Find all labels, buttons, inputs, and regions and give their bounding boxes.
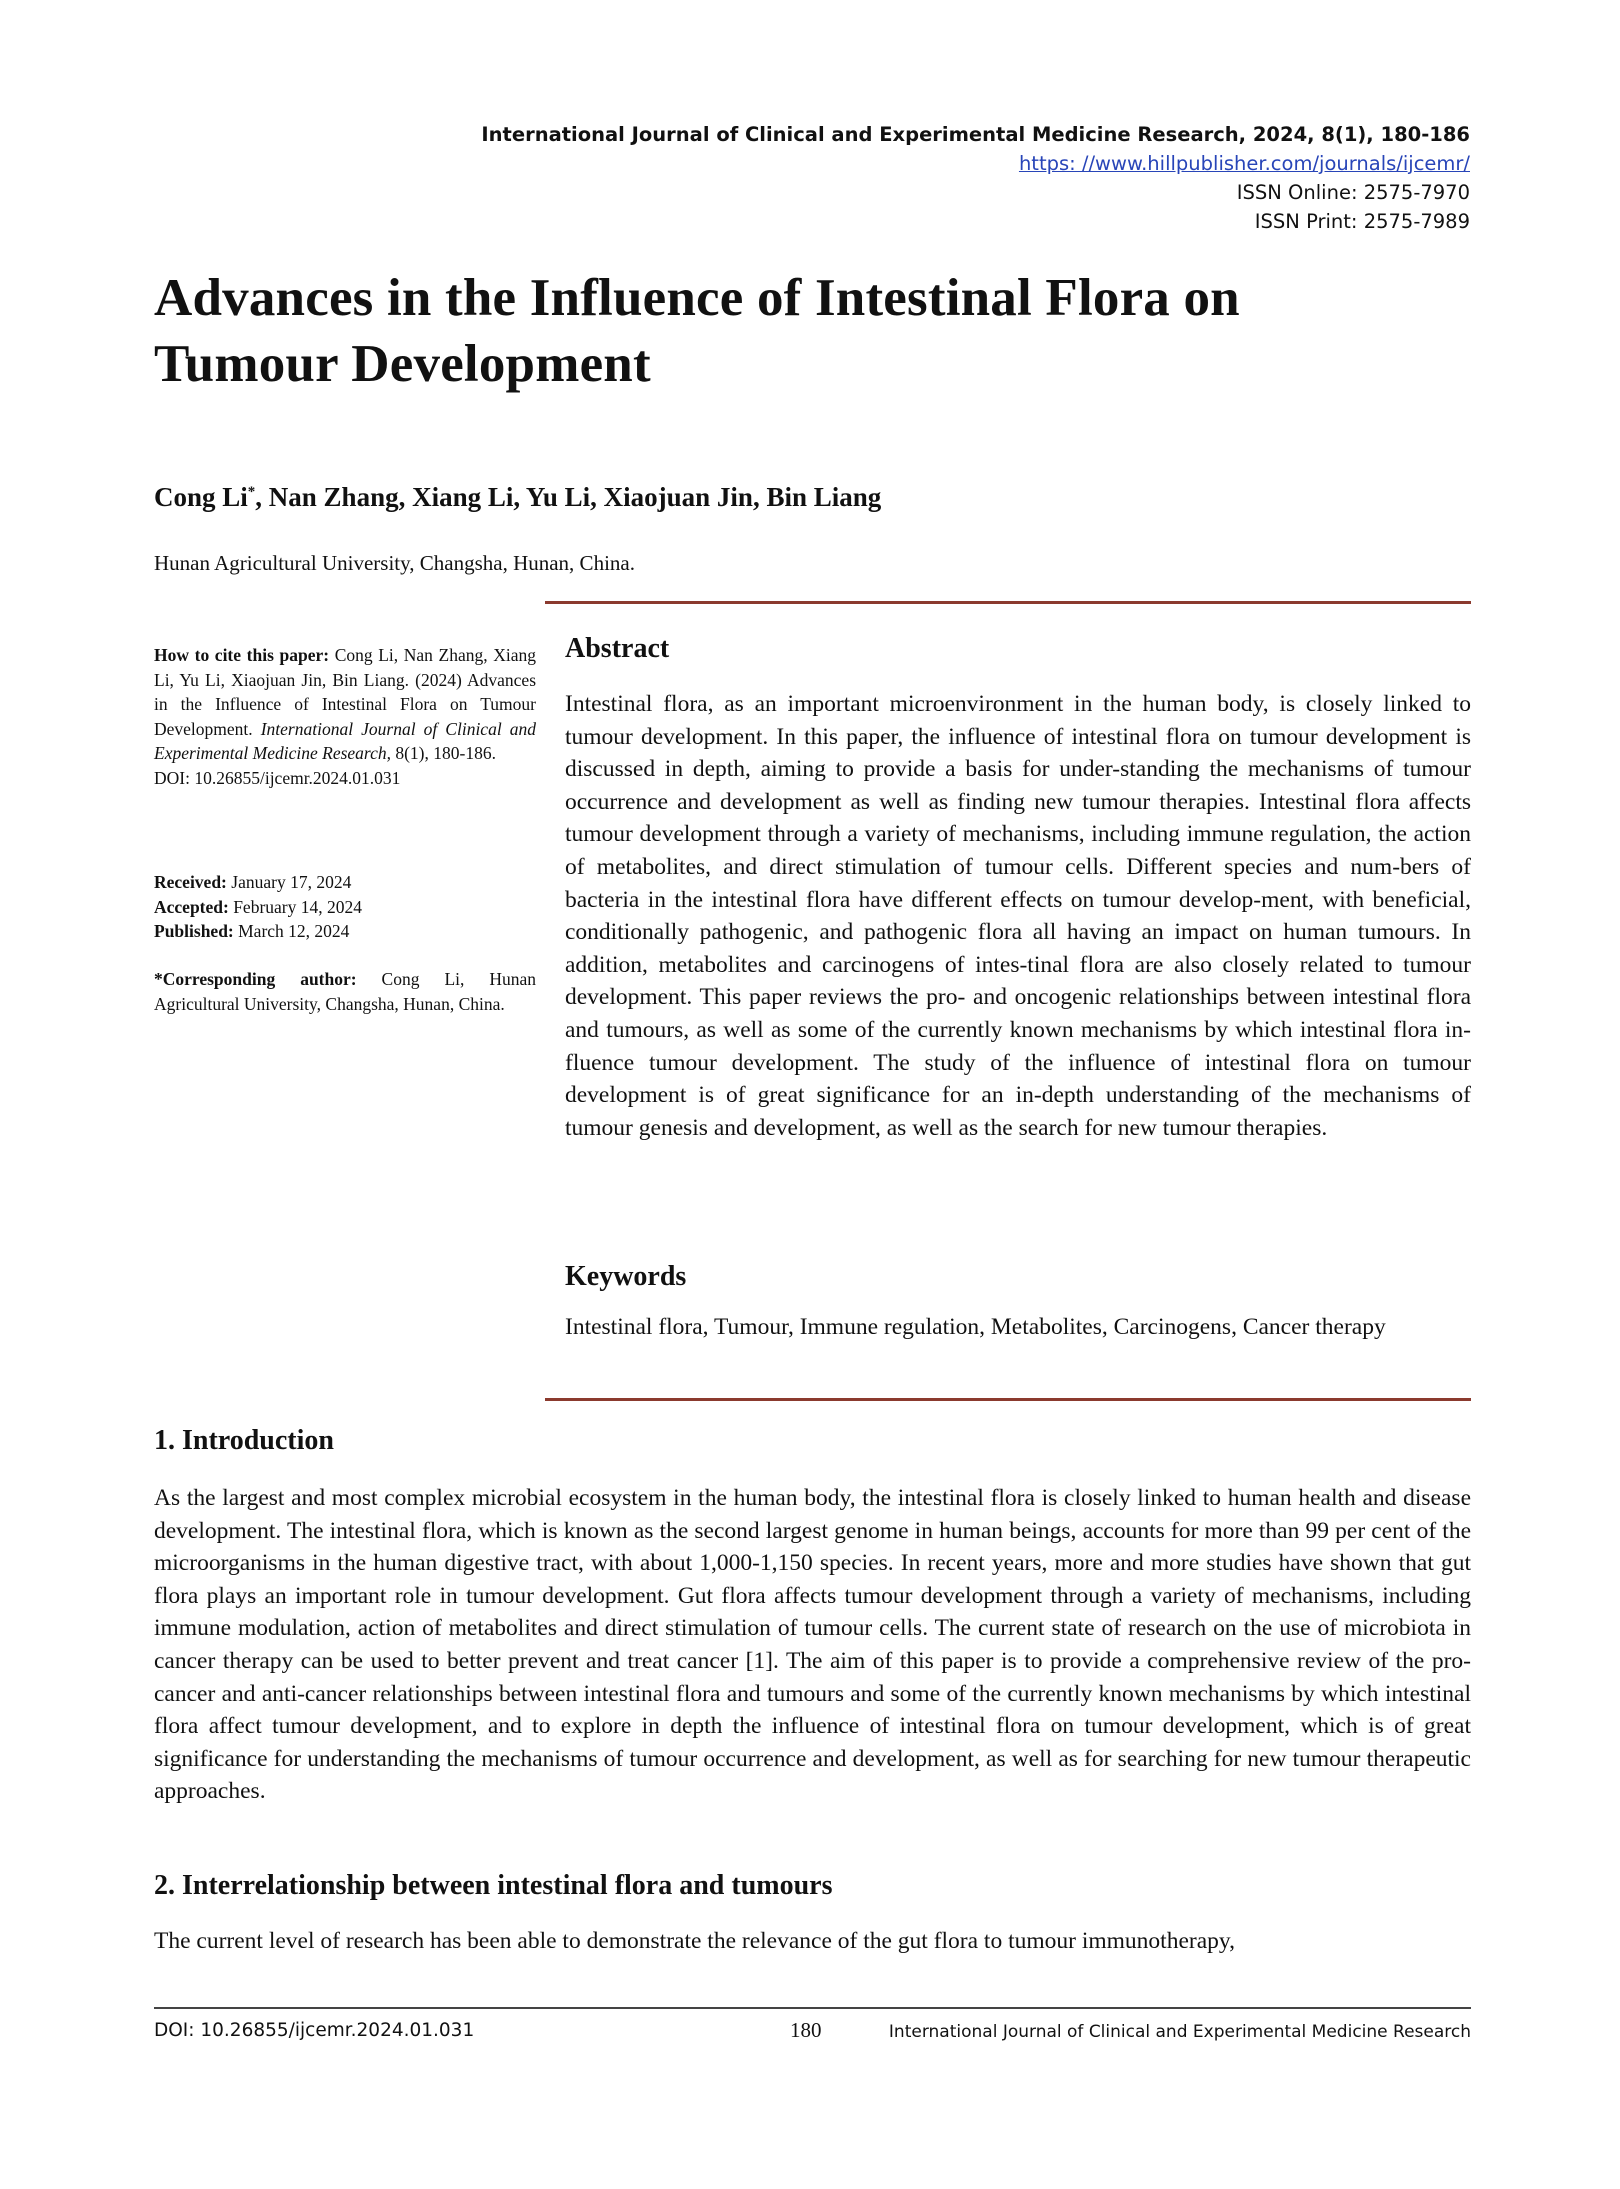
published-line (154, 919, 536, 944)
section-2-text: The current level of research has been able to demonstrate the relevance of the gut flora to tumour immunotherapy, (154, 1928, 1235, 1954)
title-line-1: Advances in the Influence of Intestinal Flora on (154, 269, 1240, 327)
received-date: January 17, 2024 (226, 872, 352, 892)
accepted-date: February 14, 2024 (228, 896, 363, 917)
first-author: Cong Li (154, 482, 248, 512)
published-date: March 12, 2024 (233, 921, 350, 941)
received-line (154, 870, 536, 895)
section-2-heading: 2. Interrelationship between intestinal flora and tumours (154, 1870, 833, 1901)
cite-journal: International Journal of Clinical and Experimental Medicine Research, (154, 718, 536, 763)
cite-text: Cong Li, Nan Zhang, Xiang Li, Yu Li, Xiaojuan Jin, Bin Liang. (2024) Advances in the Influence of Intestinal Flora on Tumour Development. (154, 645, 536, 739)
footer-journal-name: International Journal of Clinical and Experimental Medicine Research (888, 2022, 1471, 2042)
dates-block (154, 870, 536, 944)
abstract-heading: Abstract (565, 633, 670, 664)
footer-rule (154, 2007, 1471, 2009)
section-1-heading: 1. Introduction (154, 1425, 334, 1456)
keywords-text: Intestinal flora, Tumour, Immune regulation, Metabolites, Carcinogens, Cancer therapy (565, 1314, 1386, 1340)
issn-online: ISSN Online: 2575-7970 (1236, 181, 1470, 204)
journal-header (481, 120, 1470, 236)
corresponding-author-block (154, 967, 536, 1016)
affiliation: Hunan Agricultural University, Changsha, Hunan, China. (154, 551, 635, 575)
keywords-heading: Keywords (565, 1261, 687, 1292)
corresponding-label: *Corresponding author: (154, 969, 357, 989)
published-label: Published: (154, 921, 234, 941)
other-authors: , Nan Zhang, Xiang Li, Yu Li, Xiaojuan Jin, Bin Liang (255, 482, 882, 512)
journal-url-link[interactable]: https: //www.hillpublisher.com/journals/ijcemr/ (1018, 152, 1470, 175)
title-line-2: Tumour Development (154, 335, 651, 393)
footer-doi: DOI: 10.26855/ijcemr.2024.01.031 (154, 2020, 475, 2041)
cite-paragraph (154, 643, 536, 766)
author-list (154, 482, 881, 513)
abstract-top-rule (545, 601, 1471, 604)
cite-doi: DOI: 10.26855/ijcemr.2024.01.031 (154, 767, 401, 788)
corresponding-mark: * (247, 484, 256, 500)
page-number: 180 (790, 2018, 822, 2042)
section-1-text: As the largest and most complex microbial ecosystem in the human body, the intestinal flora is closely linked to human health and disease development. The intestinal flora, which is known as the second largest genome in human beings, accounts for more than 99 per cent of the microorganisms in the human digestive tract, with about 1,000-1,150 species. In recent years, more and more studies have shown that gut flora plays an important role in tumour development. Gut flora affects tumour development through a variety of mechanisms, including immune modulation, action of metabolites and direct stimulation of tumour cells. The current state of research on the use of microbiota in cancer therapy can be used to better prevent and treat cancer [1]. The aim of this paper is to provide a comprehensive review of the pro-cancer and anti-cancer relationships between intestinal flora and tumours and some of the currently known mechanisms by which intestinal flora affect tumour development, and to explore in depth the influence of intestinal flora on tumour development, which is of great significance for understanding the mechanisms of tumour occurrence and development, as well as for searching for new tumour therapeutic approaches. (154, 1485, 1471, 1805)
paper-title (154, 265, 1240, 397)
citation-block (154, 643, 536, 790)
abstract-text: Intestinal flora, as an important microenvironment in the human body, is closely linked to tumour development. In this paper, the influence of intestinal flora on tumour development is discussed in depth, aiming to provide a basis for under-standing the mechanisms of tumour occurrence and development as well as finding new tumour therapies. Intestinal flora affects tumour development through a variety of mechanisms, including immune regulation, the action of metabolites, and direct stimulation of tumour cells. Different species and num-bers of bacteria in the intestinal flora have different effects on tumour develop-ment, with beneficial, conditionally pathogenic, and pathogenic flora all having an impact on human tumours. In addition, metabolites and carcinogens of intes-tinal flora are also closely related to tumour development. This paper reviews the pro- and oncogenic relationships between intestinal flora and tumours, as well as some of the currently known mechanisms by which intestinal flora in-fluence tumour development. The study of the influence of intestinal flora on tumour development is of great significance for an in-depth understanding of the mechanisms of tumour genesis and development, as well as the search for new tumour therapies. (565, 691, 1471, 1141)
corresponding-text: Cong Li, Hunan Agricultural University, Changsha, Hunan, China. (154, 969, 536, 1014)
abstract-bottom-rule (545, 1398, 1471, 1401)
issn-print: ISSN Print: 2575-7989 (1254, 210, 1470, 233)
accepted-line (154, 895, 536, 920)
accepted-label: Accepted: (154, 896, 229, 917)
journal-citation-line: International Journal of Clinical and Experimental Medicine Research, 2024, 8(1), 180-186 (481, 123, 1470, 146)
received-label: Received: (154, 872, 227, 892)
cite-label: How to cite this paper: (154, 645, 330, 665)
cite-tail: 8(1), 180-186. (390, 743, 496, 763)
corresponding-paragraph (154, 967, 536, 1016)
